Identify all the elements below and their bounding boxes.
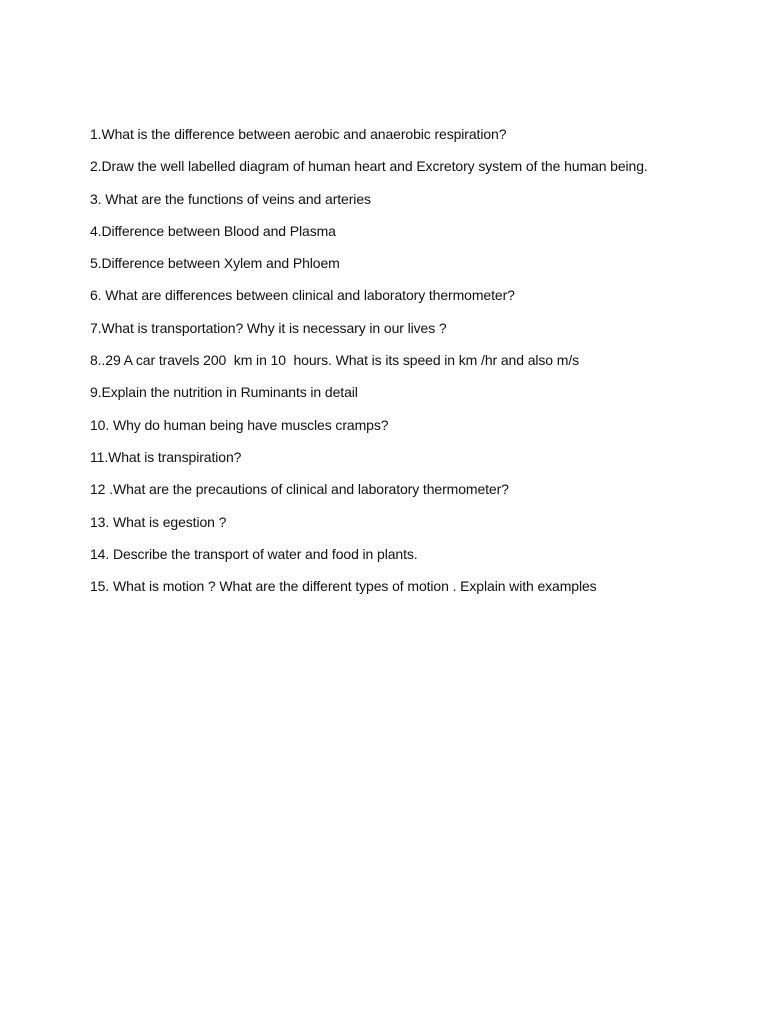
question-item: 8..29 A car travels 200 km in 10 hours. What is its speed in km /hr and also m/s: [90, 352, 580, 369]
question-item: 9.Explain the nutrition in Ruminants in detail: [90, 384, 358, 401]
question-item: 4.Difference between Blood and Plasma: [90, 222, 336, 239]
question-item: 13. What is egestion ?: [90, 513, 227, 530]
question-item: 6. What are differences between clinical and laboratory thermometer?: [90, 287, 515, 304]
question-item: 11.What is transpiration?: [90, 448, 242, 465]
question-item: 15. What is motion ? What are the different types of motion . Explain with examples: [90, 578, 597, 595]
question-item: 1.What is the difference between aerobic and anaerobic respiration?: [90, 126, 507, 142]
question-item: 10. Why do human being have muscles cramps?: [90, 416, 389, 433]
question-item: 12 .What are the precautions of clinical and laboratory thermometer?: [90, 481, 509, 498]
question-item: 5.Difference between Xylem and Phloem: [90, 255, 340, 272]
question-list: [90, 124, 750, 608]
question-item: 14. Describe the transport of water and food in plants.: [90, 545, 418, 562]
question-item: 3. What are the functions of veins and arteries: [90, 190, 371, 207]
question-item: 7.What is transportation? Why it is necessary in our lives ?: [90, 319, 447, 336]
question-item: 2.Draw the well labelled diagram of human heart and Excretory system of the human being.: [90, 158, 648, 175]
